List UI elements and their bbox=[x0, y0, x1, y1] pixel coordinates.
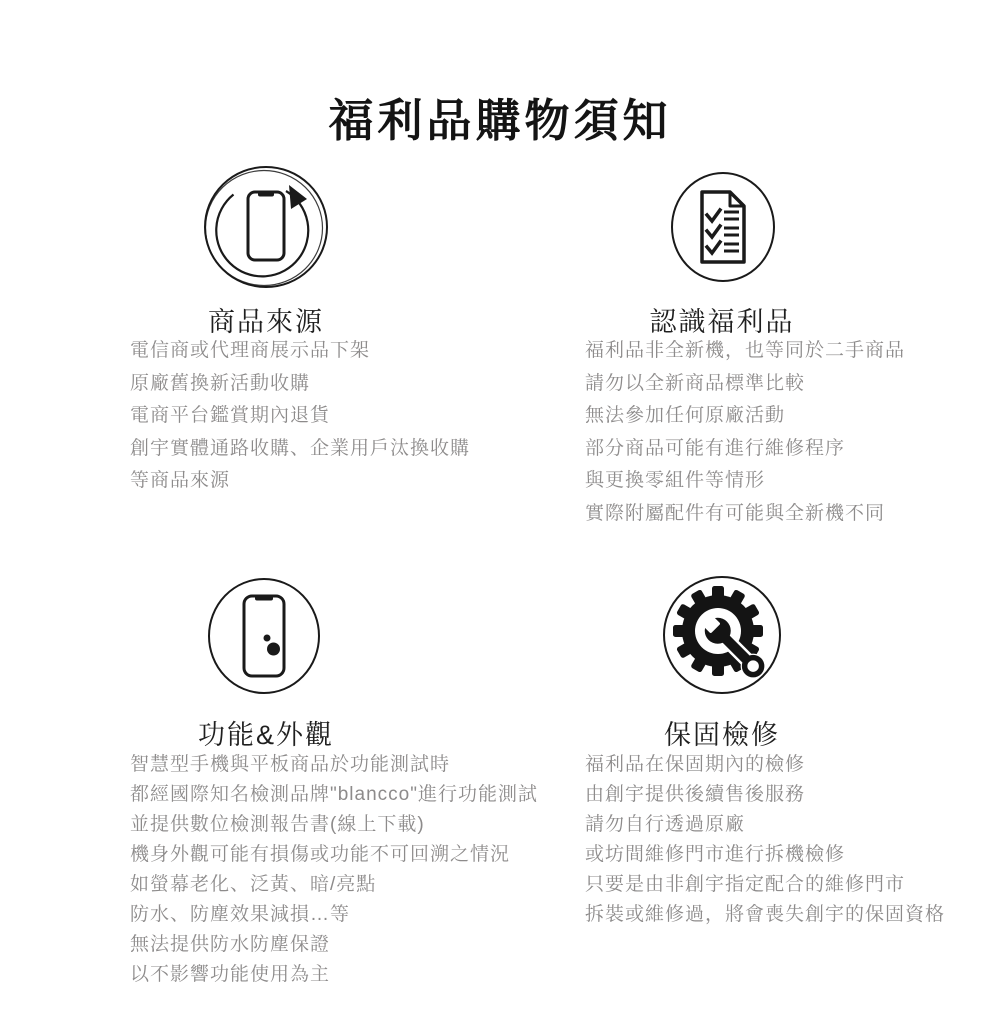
notice-line: 電商平台鑑賞期內退貨 bbox=[130, 405, 331, 426]
notice-line: 無法參加任何原廠活動 bbox=[585, 405, 786, 426]
section-heading-about-refurbished: 認識福利品 bbox=[649, 307, 795, 337]
notice-line: 如螢幕老化、泛黃、暗/亮點 bbox=[130, 874, 377, 895]
notice-line: 防水、防塵效果減損…等 bbox=[130, 904, 351, 925]
notice-line: 智慧型手機與平板商品於功能測試時 bbox=[130, 754, 451, 775]
notice-line: 與更換零組件等情形 bbox=[585, 470, 766, 491]
warranty-repair-notices bbox=[585, 750, 945, 930]
notice-line: 只要是由非創宇指定配合的維修門市 bbox=[585, 874, 906, 895]
notice-line: 請勿以全新商品標準比較 bbox=[585, 372, 806, 394]
notice-line: 等商品來源 bbox=[130, 470, 231, 491]
notice-line: 以不影響功能使用為主 bbox=[130, 964, 331, 985]
notice-line: 部分商品可能有進行維修程序 bbox=[585, 437, 846, 459]
notice-line: 實際附屬配件有可能與全新機不同 bbox=[585, 502, 886, 524]
page-title: 福利品購物須知 bbox=[328, 95, 672, 147]
section-heading-warranty-repair: 保固檢修 bbox=[664, 720, 780, 750]
notice-line: 機身外觀可能有損傷或功能不可回溯之情況 bbox=[130, 844, 511, 865]
notice-line: 拆裝或維修過，將會喪失創宇的保固資格 bbox=[585, 904, 946, 925]
notice-line: 由創宇提供後續售後服務 bbox=[585, 784, 806, 805]
notice-line: 都經國際知名檢測品牌"blancco"進行功能測試 bbox=[130, 784, 538, 805]
notice-line: 福利品在保固期內的檢修 bbox=[585, 754, 806, 775]
notice-line: 或坊間維修門市進行拆機檢修 bbox=[585, 844, 846, 865]
gear-wrench-icon bbox=[662, 575, 782, 695]
notice-line: 電信商或代理商展示品下架 bbox=[130, 340, 371, 361]
notice-line: 福利品非全新機，也等同於二手商品 bbox=[585, 340, 906, 361]
notice-line: 原廠舊換新活動收購 bbox=[130, 372, 311, 394]
phone-rotate-icon bbox=[202, 165, 330, 289]
notice-line: 無法提供防水防塵保證 bbox=[130, 934, 331, 955]
checklist-icon bbox=[670, 171, 776, 283]
notice-line: 請勿自行透過原廠 bbox=[585, 814, 746, 835]
section-heading-product-source: 商品來源 bbox=[208, 307, 324, 337]
notice-line: 並提供數位檢測報告書(線上下載) bbox=[130, 814, 425, 835]
phone-spots-icon bbox=[207, 577, 321, 695]
about-refurbished-notices bbox=[585, 335, 905, 530]
notice-line: 創宇實體通路收購、企業用戶汰換收購 bbox=[130, 437, 471, 459]
function-appearance-notices bbox=[130, 750, 538, 990]
product-source-notices bbox=[130, 335, 470, 498]
section-heading-function-appearance: 功能&外觀 bbox=[197, 720, 334, 750]
